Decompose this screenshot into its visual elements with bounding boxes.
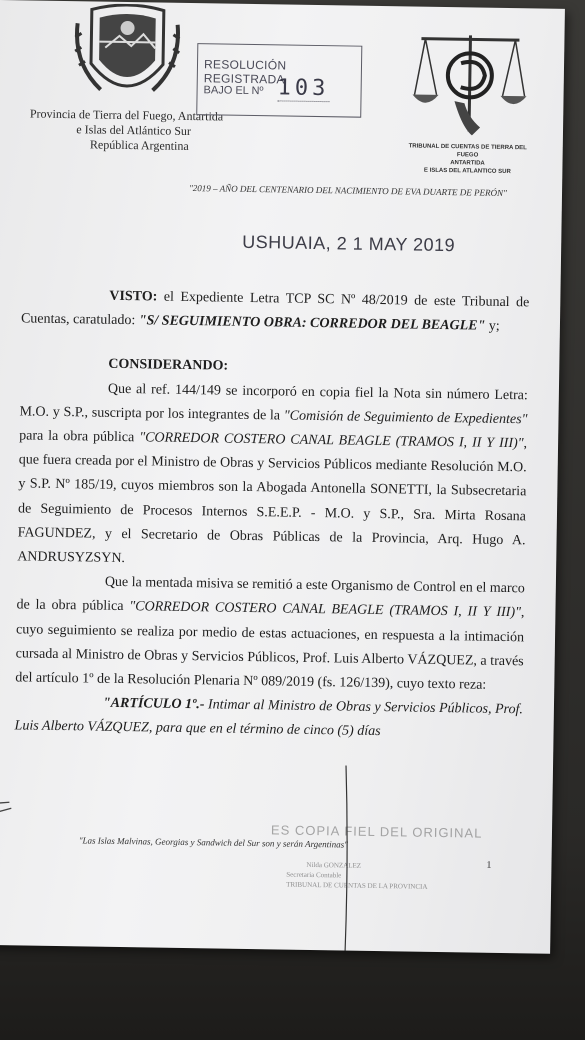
registration-stamp xyxy=(196,43,362,118)
province-line: e Islas del Atlántico Sur xyxy=(76,122,192,139)
year-motto: "2019 – AÑO DEL CENTENARIO DEL NACIMIENTO DE EVA DUARTE DE PERÓN" xyxy=(188,182,507,198)
province-heading xyxy=(28,106,224,154)
signature-line: TRIBUNAL DE CUENTAS DE LA PROVINCIA xyxy=(286,880,428,891)
stamp-label: BAJO EL Nº xyxy=(203,84,264,98)
province-line: República Argentina xyxy=(89,137,189,153)
margin-signature-line xyxy=(335,765,358,950)
visto-text: el Expediente Letra TCP SC Nº 48/2019 de este Tribunal de Cuentas, caratulado: xyxy=(20,289,530,329)
article-text: Intimar al Ministro de Obras y Servicios Públicos, Prof. Luis Alberto VÁZQUEZ, para que en el término de cinco (5) días xyxy=(14,697,524,740)
visto-label: VISTO: xyxy=(109,288,158,305)
commission-name: "Comisión de Seguimiento de Expedientes" xyxy=(283,408,528,428)
signature-stamp xyxy=(286,860,486,893)
visto-title: "S/ SEGUIMIENTO OBRA: CORREDOR DEL BEAGLE" xyxy=(138,313,486,334)
signature-line: Secretaria Contable xyxy=(286,870,342,880)
project-name: "CORREDOR COSTERO CANAL BEAGLE (TRAMOS I, II Y III)" xyxy=(139,430,524,452)
date-stamp: USHUAIA, 2 1 MAY 2019 xyxy=(242,231,456,256)
malvinas-motto: "Las Islas Malvinas, Georgias y Sandwich del Sur son y serán Argentinas" xyxy=(78,835,349,850)
considerando-paragraph-2 xyxy=(15,570,525,699)
tribunal-caption-line: E ISLAS DEL ATLANTICO SUR xyxy=(423,167,511,176)
tribunal-caption-line: ANTARTIDA xyxy=(450,160,485,167)
tribunal-emblem xyxy=(410,30,530,142)
paragraph-text: Que la mentada misiva se remitió a este Organismo de Control en el marco de la obra pública xyxy=(16,574,525,615)
project-name: "CORREDOR COSTERO CANAL BEAGLE (TRAMOS I, II Y III)" xyxy=(129,599,522,621)
province-coat-of-arms xyxy=(70,3,184,105)
article-label: "ARTÍCULO 1º.- xyxy=(102,695,205,713)
signature-line: Nilda GONZALEZ xyxy=(306,860,362,870)
paragraph-text: , cuyo seguimiento se realiza por medio de estas actuaciones, en respuesta a la intimación cursada al Ministro de Obras y Servicios Públicos, Prof. Luis Alberto VÁZQUEZ, a través del artículo 1º de la Resolución Plenaria Nº 089/2019 (fs. 126/139), cuyo texto reza: xyxy=(15,605,525,693)
considerando-paragraph-1 xyxy=(17,376,528,578)
province-line: Provincia de Tierra del Fuego, Antartida xyxy=(29,106,224,124)
resolution-body xyxy=(14,283,529,747)
tribunal-caption xyxy=(397,142,537,176)
quoted-article xyxy=(14,691,523,747)
paragraph-text: Que al ref. 144/149 se incorporó en copia fiel la Nota sin número Letra: M.O. y S.P., suscripta por los integrantes de la xyxy=(19,381,528,424)
page-number: 1 xyxy=(486,859,492,871)
certification-stamp: ES COPIA FIEL DEL ORIGINAL xyxy=(270,822,483,841)
resolution-number: 103 xyxy=(277,75,330,102)
stamp-title: RESOLUCIÓN REGISTRADA xyxy=(203,57,287,87)
paragraph-text: para la obra pública xyxy=(19,428,140,446)
paragraph-text: , que fuera creada por el Ministro de Obras y Servicios Públicos mediante Resolución M.O. y S.P. Nº 185/19, cuyos miembros son la Abogada Antonella SONETTI, la Subsecretaria de Seguimiento de Procesos Internos S.E.E.P. - M.O. y S.P., Sra. Mirta Rosana FAGUNDEZ, y el Secretario de Obras Públicas de la Provincia, Arq. Hugo A. ANDRUSYZSYN. xyxy=(17,436,528,567)
considerando-heading: CONSIDERANDO: xyxy=(108,357,229,375)
margin-marks xyxy=(0,782,24,843)
tribunal-caption-line: TRIBUNAL DE CUENTAS DE TIERRA DEL FUEGO xyxy=(408,143,527,159)
visto-text-end: y; xyxy=(485,318,500,335)
visto-paragraph xyxy=(21,283,530,339)
